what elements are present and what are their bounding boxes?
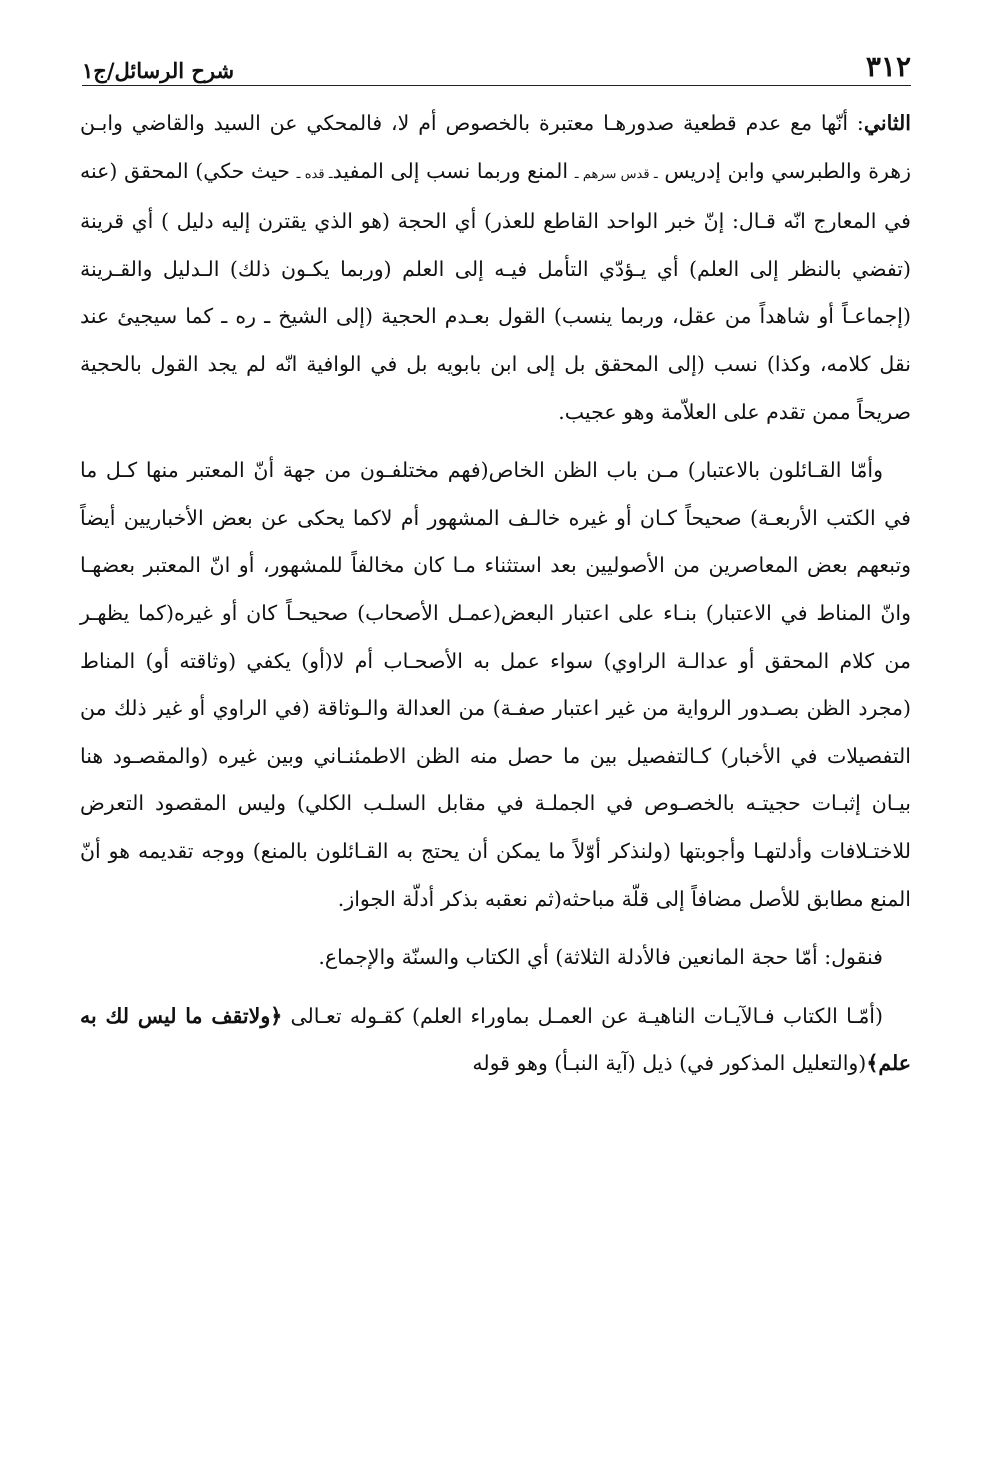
page-number: ٣١٢ [865,50,911,83]
paragraph-2: وأمّا القـائلون بالاعتبار) مـن باب الظن الخاص(فهم مختلفـون من جهة أنّ المعتبر منها كـل ما في الكتب الأربعـة) صحيحاً كـان أو غيره خالـف المشهور أم لاكما يحكى عن بعض الأخباريين أيضاً وتبعهم بعض المعاصرين من الأصوليين بعد استثناء مـا كان مخالفاً للمشهور، أو انّ المعتبر بعضهـا وانّ المناط في الاعتبار) بنـاء على اعتبار البعض(عمـل الأصحاب) صحيحـاً كان أو غيره(كما يظهـر من كلام المحقق أو عدالـة الراوي) سواء عمل به الأصحـاب أم لا(أو) يكفي (وثاقته أو) المناط (مجرد الظن بصـدور الرواية من غير اعتبار صفـة) من العدالة والـوثاقة (في الراوي أو غير ذلك من التفصيلات في الأخبار) كـالتفصيل بين ما حصل منه الظن الاطمئنـاني وبين غيره (والمقصـود هنا بيـان إثبـات حجيتـه بالخصـوص في الجملـة في مقابل السلـب الكلي) وليس المقصود التعرض للاختـلافات وأدلتهـا وأجوبتها (ولنذكر أوّلاً ما يمكن أن يحتج به القـائلون بالمنع) ووجه تقديمه هو أنّ المنع مطابق للأصل مضافاً إلى قلّة مباحثه(ثم نعقبه بذكر أدلّة الجواز. [80,458,911,911]
section-term: الثاني [863,111,911,135]
paragraph-3: فنقول: أمّا حجة المانعين فالأدلة الثلاثة) أي الكتاب والسنّة والإجماع. [318,945,883,970]
paragraph-4-text-a: (أمّـا الكتاب فـالآيـات الناهيـة عن العمـل بماوراء العلم) كقـوله تعـالى [282,1003,883,1028]
body-text [80,100,911,1088]
quran-verse: ولاتقف ما ليس لك به علم [80,1003,911,1076]
paragraph-1 [80,100,911,436]
honorific-small-b: ـ قده ـ [296,166,333,182]
paragraph-1-text-a: : أنّها مع عدم قطعية صدورهـا معتبرة بالخصوص أم لا، فالمحكي عن السيد والقاضي وابـن زهرة والطبرسي وابن إدريس [80,111,911,183]
quran-bracket-close: ﴾ [866,1051,879,1076]
paragraph-1-text-b: المنع وربما نسب إلى المفيد [332,158,575,183]
page-header [82,40,911,86]
paragraph-4-text-b: (والتعليل المذكور في) ذيل (آية النبـأ) وهو قوله [472,1051,867,1076]
paragraph-4 [80,993,911,1088]
paragraph-1-text-c: حيث حكي) المحقق (عنه في المعارج انّه قـال: إنّ خبر الواحد القاطع للعذر) أي الحجة (هو الذي يقترن إليه دليل ) أي قرينة (تفضي بالنظر إلى العلم) أي يـؤدّي التأمل فيـه إلى العلم (وربما يكـون ذلك) الـدليل والقـرينة (إجماعـاً أو شاهداً من عقل، وربما ينسب) القول بعـدم الحجية (إلى الشيخ ـ ره ـ كما سيجيئ عند نقل كلامه، وكذا) نسب (إلى المحقق بل إلى ابن بابويه بل في الوافية انّه لم يجد القول بالحجية صريحاً ممن تقدم على العلاّمة وهو عجيب. [80,158,911,424]
honorific-small-a: ـ قدس سرهم ـ [574,166,658,182]
quran-bracket-open: ﴿ [270,1003,283,1028]
running-title: شرح الرسائل/ج١ [82,58,235,83]
